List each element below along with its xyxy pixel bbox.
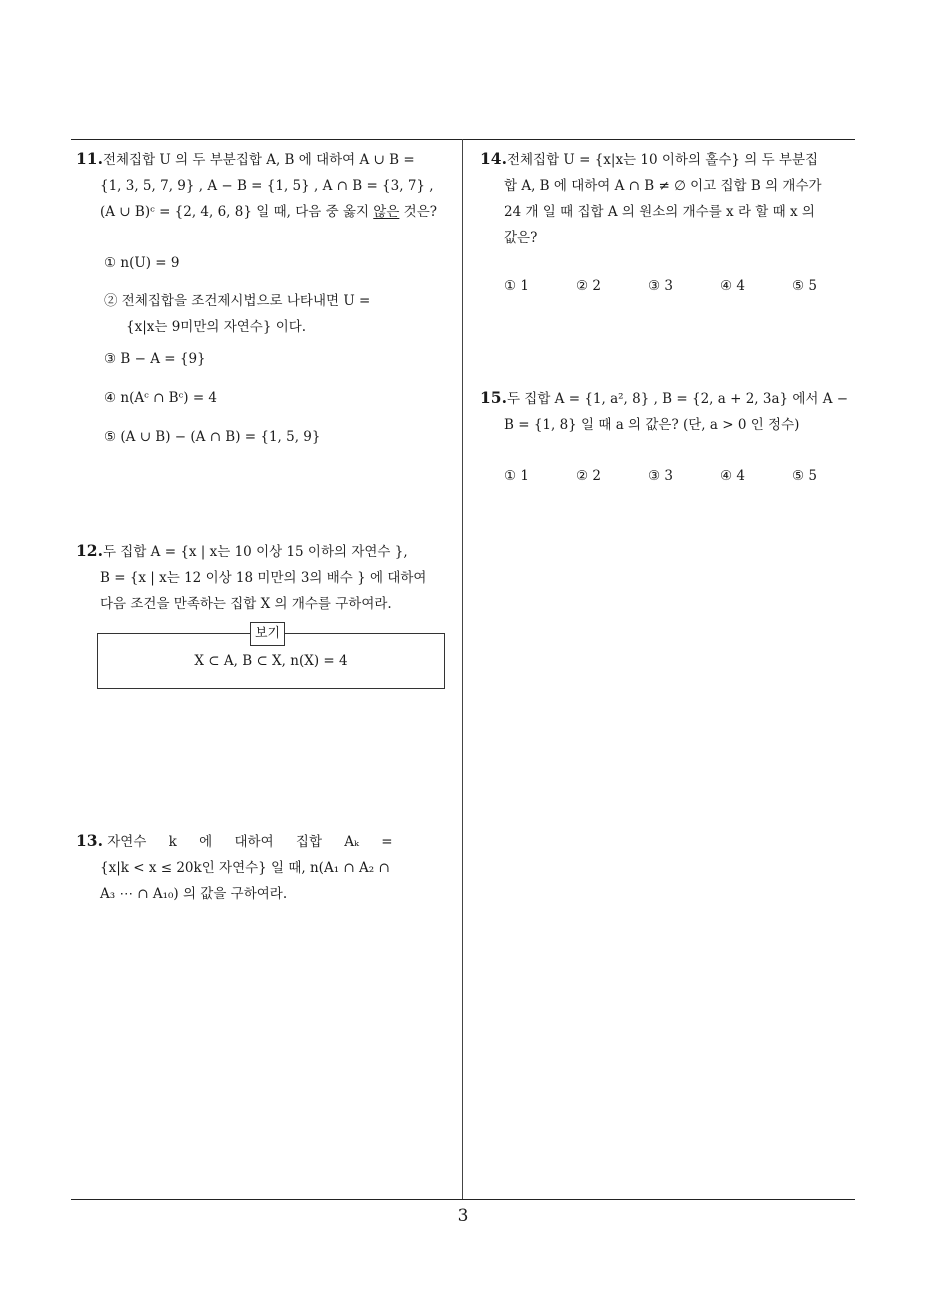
column-divider	[462, 139, 463, 1200]
question-11	[76, 146, 454, 445]
question-13	[76, 828, 454, 907]
box-condition: X ⊂ A, B ⊂ X, n(X) = 4	[194, 653, 348, 669]
page-number: 3	[457, 1206, 469, 1226]
question-15-stem: 15.두 집합 A = {1, a², 8} , B = {2, a + 2, 3a} 에서 A − B = {1, 8} 일 때 a 의 값은? (단, a > 0 인 정수)	[480, 388, 849, 433]
condition-box	[97, 626, 445, 689]
question-number: 11.	[76, 149, 103, 168]
choice-4[interactable]: ④ 4	[720, 278, 745, 294]
choice-5[interactable]: ⑤ 5	[792, 468, 817, 484]
question-14-choices	[504, 273, 864, 299]
question-number: 14.	[480, 149, 507, 168]
choice-3[interactable]: ③ 3	[648, 278, 673, 294]
choice-2[interactable]: ② 2	[576, 278, 601, 294]
question-15	[480, 385, 858, 484]
question-11-stem: 11.전체집합 U 의 두 부분집합 A, B 에 대하여 A ∪ B = {1, 3, 5, 7, 9} , A − B = {1, 5} , A ∩ B = {3, 7} , (A ∪ B)ᶜ = {2, 4, 6, 8} 일 때, 다음 중 옳지 않은 것은?	[76, 149, 437, 220]
box-label: 보기	[250, 622, 285, 646]
choice-3[interactable]: ③ 3	[648, 468, 673, 484]
question-number: 13.	[76, 831, 103, 850]
choice-3[interactable]: ③ B − A = {9}	[104, 351, 206, 367]
question-13-stem: 13. 자연수 k 에 대하여 집합 Aₖ = {x|k < x ≤ 20k인 자연수} 일 때, n(A₁ ∩ A₂ ∩ A₃ ⋯ ∩ A₁₀) 의 값을 구하여라.	[76, 831, 393, 902]
question-12-stem: 12.두 집합 A = {x | x는 10 이상 15 이하의 자연수 }, B = {x | x는 12 이상 18 미만의 3의 배수 } 에 대하여 다음 조건을 만족하는 집합 X 의 개수를 구하여라.	[76, 541, 427, 612]
choice-2[interactable]: ② 전체집합을 조건제시법으로 나타내면 U =	[104, 293, 371, 309]
choice-5[interactable]: ⑤ (A ∪ B) − (A ∩ B) = {1, 5, 9}	[104, 429, 321, 445]
question-14-stem: 14.전체집합 U = {x|x는 10 이하의 홀수} 의 두 부분집 합 A, B 에 대하여 A ∩ B ≠ ∅ 이고 집합 B 의 개수가 24 개 일 때 집합 A 의 원소의 개수를 x 라 할 때 x 의 값은?	[480, 149, 822, 246]
choice-2-cont: {x|x는 9미만의 자연수} 이다.	[126, 319, 307, 335]
choice-1[interactable]: ① n(U) = 9	[104, 255, 180, 271]
choice-4[interactable]: ④ n(Aᶜ ∩ Bᶜ) = 4	[104, 390, 218, 406]
question-number: 12.	[76, 541, 103, 560]
choice-1[interactable]: ① 1	[504, 278, 529, 294]
question-15-choices	[504, 463, 864, 489]
choice-1[interactable]: ① 1	[504, 468, 529, 484]
question-12	[76, 538, 454, 669]
question-number: 15.	[480, 388, 507, 407]
choice-2[interactable]: ② 2	[576, 468, 601, 484]
choice-4[interactable]: ④ 4	[720, 468, 745, 484]
question-14	[480, 146, 858, 294]
top-rule	[71, 139, 855, 140]
choice-5[interactable]: ⑤ 5	[792, 278, 817, 294]
bottom-rule	[71, 1199, 855, 1200]
